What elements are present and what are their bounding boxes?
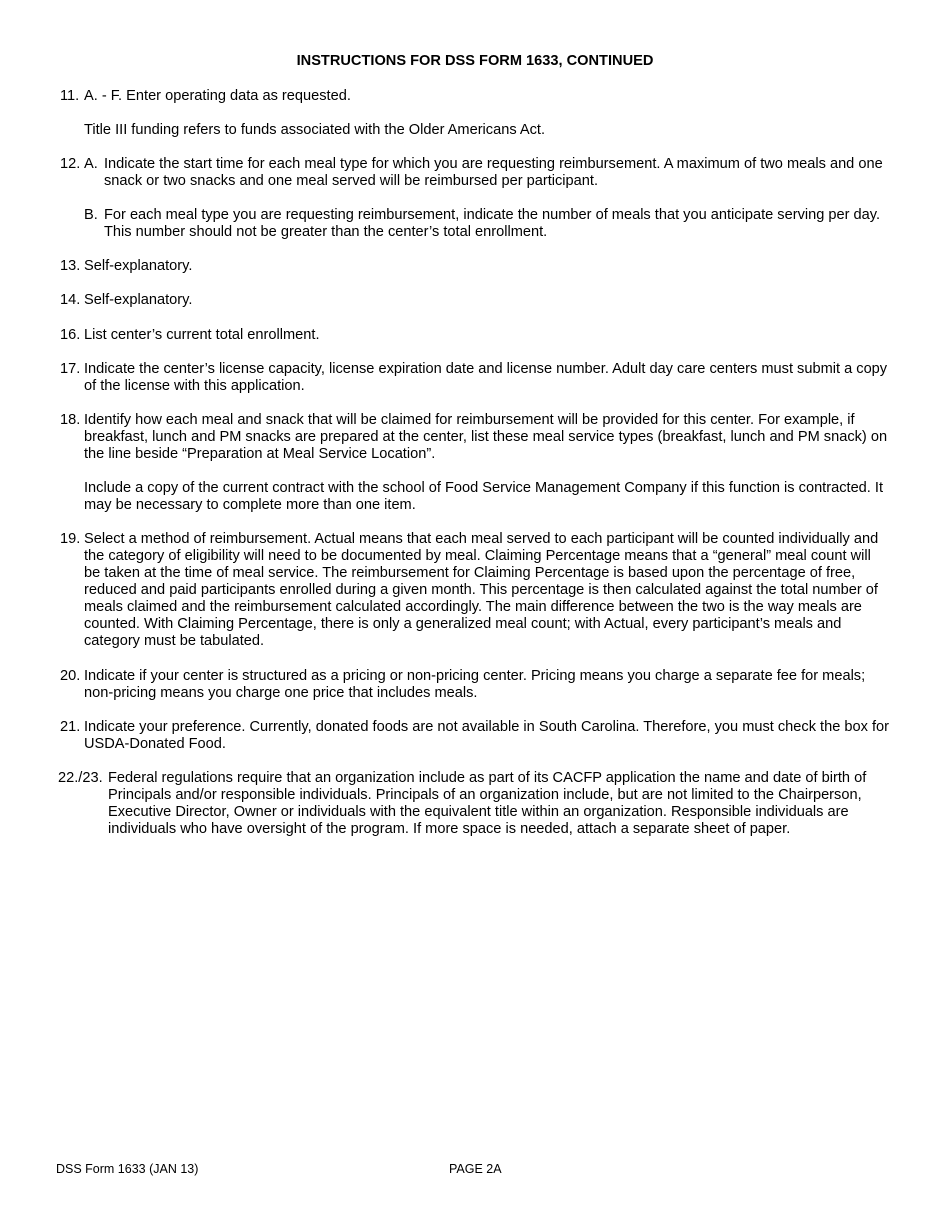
item-number: 21. [60,719,81,735]
sub-label-b: B. [84,207,98,223]
item-number: 12. [60,156,81,172]
item-number: 19. [60,531,81,547]
item-text: Self-explanatory. [84,258,193,274]
page-title: INSTRUCTIONS FOR DSS FORM 1633, CONTINUED [296,53,654,69]
item-text: List center’s current total enrollment. [84,327,320,343]
footer-form-id: DSS Form 1633 (JAN 13) [56,1162,199,1176]
item-number: 18. [60,412,81,428]
item-19 [60,531,890,650]
item-text: A. - F. Enter operating data as requested. [84,88,351,104]
item-number: 22./23. [58,770,103,786]
item-number: 16. [60,327,81,343]
item-12 [60,156,890,190]
item-21 [60,719,890,753]
item-text: Select a method of reimbursement. Actual means that each meal served to each participant will be counted individually and the category of eligibility will need to be documented by meal. Claiming Percentage means that a “general” meal count will be taken at the time of meal service. The reimbursement for Claiming Percentage is based upon the percentage of free, reduced and paid participants enrolled during a given month. This percentage is then calculated against the total number of meals claimed and the reimbursement calculated accordingly. The main difference between the two is the way meals are counted. With Claiming Percentage, there is only a generalized meal count; with Actual, every participant’s meals and category must be tabulated. [84,531,879,649]
item-text: Indicate the center’s license capacity, license expiration date and license number. Adult day care centers must submit a copy of the license with this application. [84,361,888,394]
item-17 [60,361,890,395]
item-text: Identify how each meal and snack that will be claimed for reimbursement will be provided for this center. For example, if breakfast, lunch and PM snacks are prepared at the center, list these meal service types (breakfast, lunch and PM snack) on the line beside “Preparation at Meal Service Location”. [84,412,888,462]
item-20 [60,668,890,702]
item-18-note [60,480,890,514]
item-number: 20. [60,668,81,684]
item-14 [60,292,890,309]
item-number: 13. [60,258,81,274]
item-text: Federal regulations require that an organization include as part of its CACFP application the name and date of birth of Principals and/or responsible individuals. Principals of an organization include, but are not limited to the Chairperson, Executive Director, Owner or individuals with the equivalent title within an organization. Responsible individuals are individuals who have oversight of the program. If more space is needed, attach a separate sheet of paper. [108,770,867,837]
item-number: 11. [60,88,80,104]
item-11 [60,88,890,105]
item-18 [60,412,890,463]
item-number: 14. [60,292,81,308]
item-note: Include a copy of the current contract with the school of Food Service Management Company if this function is contracted. It may be necessary to complete more than one item. [84,480,884,513]
item-number: 17. [60,361,81,377]
item-text: Indicate your preference. Currently, donated foods are not available in South Carolina. Therefore, you must check the box for USDA-Donated Food. [84,719,890,752]
item-text: For each meal type you are requesting reimbursement, indicate the number of meals that you anticipate serving per day. This number should not be greater than the center’s total enrollment. [104,207,881,240]
item-text: Indicate if your center is structured as a pricing or non-pricing center. Pricing means you charge a separate fee for meals; non-pricing means you charge one price that includes meals. [84,668,866,701]
item-13 [60,258,890,275]
item-text: Indicate the start time for each meal type for which you are requesting reimbursement. A maximum of two meals and one snack or two snacks and one meal served will be reimbursed per participant. [104,156,883,189]
item-note: Title III funding refers to funds associated with the Older Americans Act. [84,122,546,138]
item-12b [60,207,890,241]
item-16 [60,327,890,344]
item-text: Self-explanatory. [84,292,193,308]
footer-page-number: PAGE 2A [449,1162,502,1176]
item-22-23 [58,770,892,838]
item-11-note [60,122,890,139]
sub-label-a: A. [84,156,98,172]
